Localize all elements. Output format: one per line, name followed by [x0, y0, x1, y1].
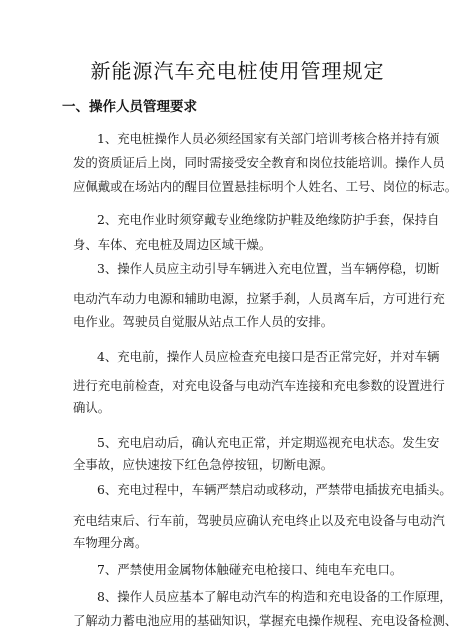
- paragraph-5-line-1: 5、充电启动后，确认充电正常，并定期巡视充电状态。发生安: [97, 435, 440, 450]
- paragraph-3-line-3: 电作业。驾驶员自觉服从站点工作人员的安排。: [73, 314, 334, 329]
- paragraph-8-line-2: 了解动力蓄电池应用的基础知识，掌握充电操作规程、充电设备检测、: [73, 613, 458, 628]
- paragraph-4-line-3: 确认。: [73, 400, 111, 415]
- paragraph-4-line-1: 4、充电前，操作人员应检查充电接口是否正常完好，并对车辆: [97, 349, 440, 364]
- paragraph-1-line-3: 应佩戴或在场站内的醒目位置悬挂标明个人姓名、工号、岗位的标志。: [73, 179, 458, 194]
- paragraph-8-line-1: 8、操作人员应基本了解电动汽车的构造和充电设备的工作原理，: [97, 589, 452, 604]
- paragraph-1-line-1: 1、充电桩操作人员必须经国家有关部门培训考核合格并持有颁: [97, 131, 440, 146]
- paragraph-6-line-1: 6、充电过程中，车辆严禁启动或移动，严禁带电插拔充电插头。: [97, 482, 452, 497]
- paragraph-6b-line-2: 车物理分离。: [73, 535, 148, 550]
- paragraph-3-line-1: 3、操作人员应主动引导车辆进入充电位置，当车辆停稳，切断: [97, 261, 440, 276]
- paragraph-6b-line-1: 充电结束后、行车前，驾驶员应确认充电终止以及充电设备与电动汽: [73, 513, 445, 528]
- paragraph-1-line-2: 发的资质证后上岗，同时需接受安全教育和岗位技能培训。操作人员: [73, 155, 445, 170]
- paragraph-3-line-2: 电动汽车动力电源和辅助电源，拉紧手刹，人员离车后，方可进行充: [73, 291, 445, 306]
- paragraph-2-line-1: 2、充电作业时须穿戴专业绝缘防护鞋及绝缘防护手套，保持自: [97, 212, 440, 227]
- section-heading: 一、操作人员管理要求: [62, 99, 197, 115]
- paragraph-7-line-1: 7、严禁使用金属物体触碰充电枪接口、纯电车充电口。: [97, 562, 403, 577]
- paragraph-4-line-2: 进行充电前检查，对充电设备与电动汽车连接和充电参数的设置进行: [73, 378, 445, 393]
- paragraph-2-line-2: 身、车体、充电桩及周边区域干燥。: [73, 237, 272, 252]
- document-title: 新能源汽车充电桩使用管理规定: [90, 59, 385, 83]
- paragraph-5-line-2: 全事故，应快速按下红色急停按钮，切断电源。: [73, 457, 334, 472]
